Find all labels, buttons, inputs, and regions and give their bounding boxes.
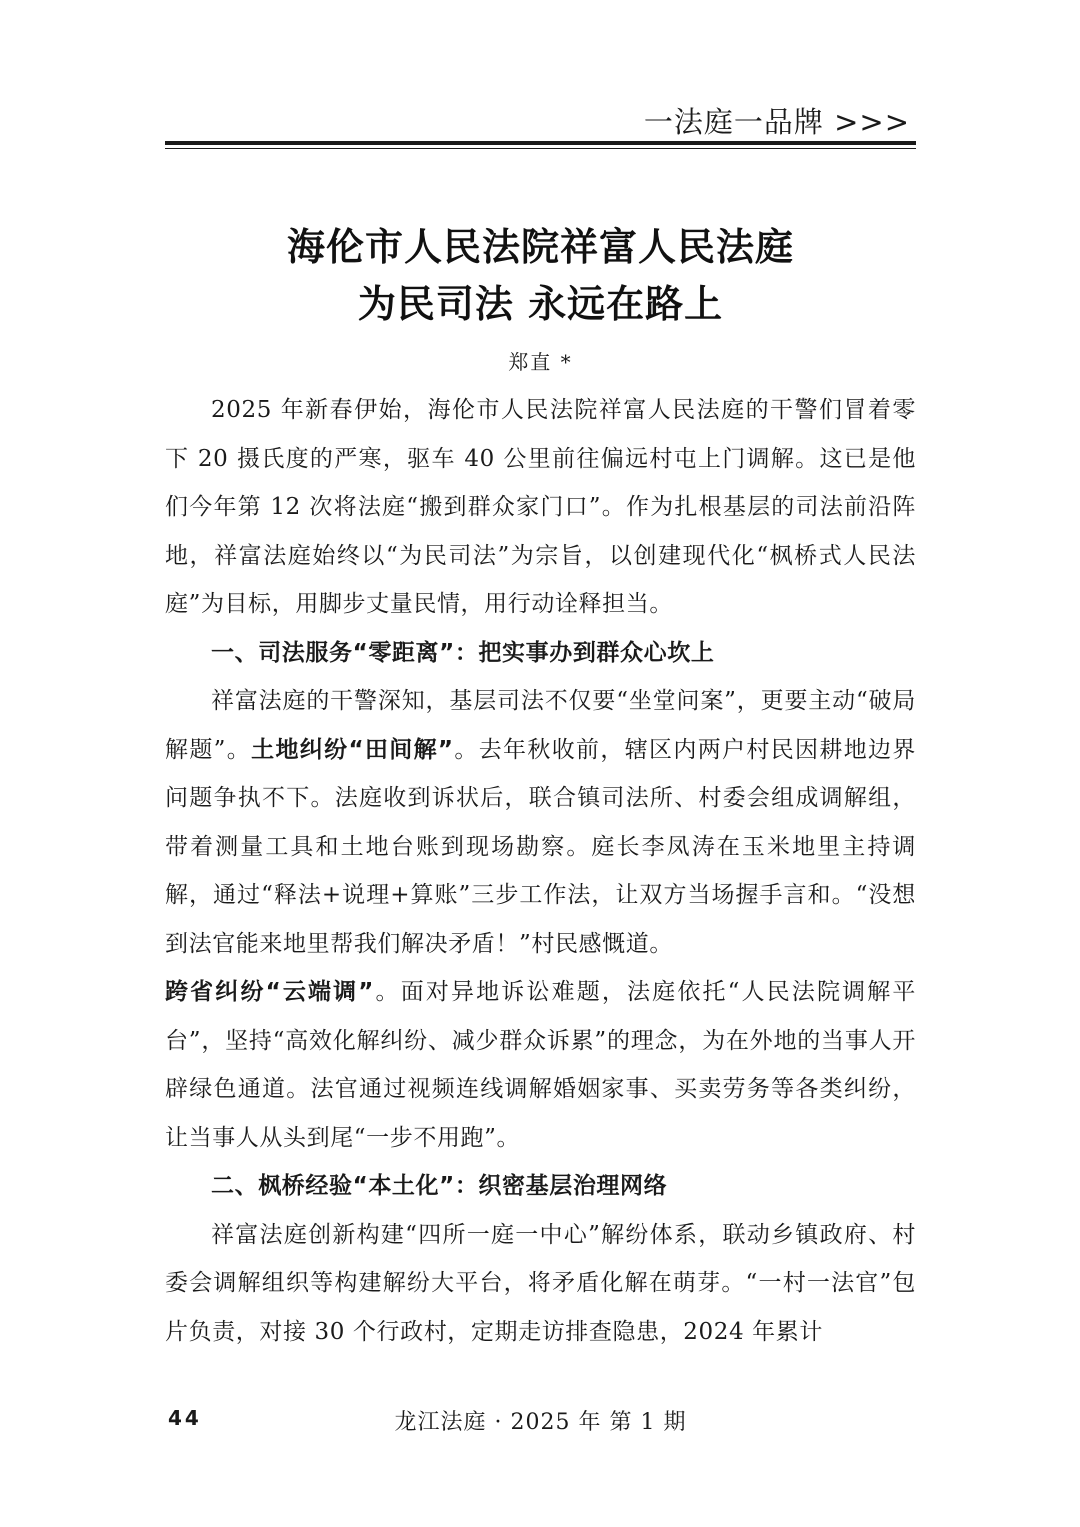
paragraph: 祥富法庭创新构建“四所一庭一中心”解纷体系，联动乡镇政府、村委会调解组织等构建解纷大平台，将矛盾化解在萌芽。“一村一法官”包片负责，对接 30 个行政村，定期走访排查隐患，2024 年累计 <box>165 1221 916 1345</box>
section-heading: 二、枫桥经验“本土化”：织密基层治理网络 <box>211 1173 668 1199</box>
bold-lead: 跨省纠纷“云端调” <box>165 979 375 1005</box>
journal-footer: 龙江法庭 · 2025 年 第 1 期 <box>394 1410 687 1435</box>
paragraph <box>165 677 916 968</box>
author: 郑直 * <box>508 350 573 374</box>
paragraph-text: 。去年秋收前，辖区内两户村民因耕地边界问题争执不下。法庭收到诉状后，联合镇司法所、村委会组成调解组，带着测量工具和土地台账到现场勘察。庭长李凤涛在玉米地里主持调解，通过“释法+说理+算账”三步工作法，让双方当场握手言和。“没想到法官能来地里帮我们解决矛盾！”村民感慨道。 <box>165 736 916 957</box>
section-heading: 一、司法服务“零距离”：把实事办到群众心坎上 <box>211 639 715 666</box>
header-rule-thin <box>165 148 916 149</box>
article-title-line2: 为民司法 永远在路上 <box>357 281 724 326</box>
paragraph-text: 。面对异地诉讼难题，法庭依托“人民法院调解平台”，坚持“高效化解纠纷、减少群众诉累”的理念，为在外地的当事人开辟绿色通道。法官通过视频连线调解婚姻家事、买卖劳务等各类纠纷，让当事人从头到尾“一步不用跑”。 <box>165 979 916 1151</box>
article-body <box>165 386 916 1356</box>
bold-lead: 土地纠纷“田间解” <box>251 736 454 763</box>
paragraph: 2025 年新春伊始，海伦市人民法院祥富人民法庭的干警们冒着零下 20 摄氏度的严寒，驱车 40 公里前往偏远村屯上门调解。这已是他们今年第 12 次将法庭“搬到群众家门口”。作为扎根基层的司法前沿阵地，祥富法庭始终以“为民司法”为宗旨，以创建现代化“枫桥式人民法庭”为目标，用脚步丈量民情，用行动诠释担当。 <box>165 397 916 617</box>
article-title-line1: 海伦市人民法院祥富人民法庭 <box>286 224 794 269</box>
paragraph <box>165 968 916 1162</box>
section-label: 一法庭一品牌 >>> <box>643 105 910 139</box>
header-rule-thick <box>165 141 916 145</box>
page-number: 44 <box>168 1406 202 1430</box>
paragraph-text: 祥富法庭的干警深知，基层司法不仅要“坐堂问案”，更要主动“破局解题”。 <box>165 688 916 763</box>
